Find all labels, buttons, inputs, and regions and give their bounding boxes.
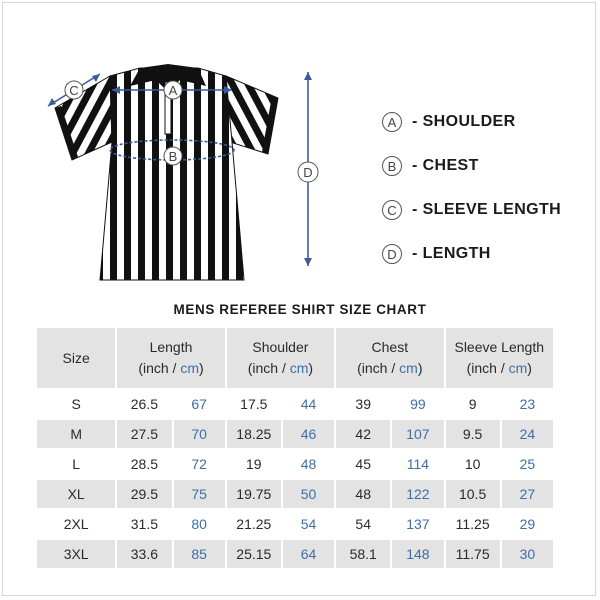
diagram-label-d: D: [303, 165, 313, 180]
table-row: [37, 450, 553, 478]
header-title: Shoulder: [252, 339, 309, 355]
cell-sleeve-cm: 23: [519, 396, 536, 412]
header-units-open: (inch /: [138, 360, 181, 376]
cell-shoulder-cm: 64: [283, 540, 334, 568]
cell-shoulder-inch: 25.15: [227, 540, 281, 568]
size-chart-title: MENS REFEREE SHIRT SIZE CHART: [173, 302, 427, 317]
header-units-close: ): [527, 360, 532, 376]
cell-sleeve-cm: 25: [519, 456, 536, 472]
legend-item-length: [382, 232, 592, 276]
shirt-body: [100, 68, 244, 280]
cell-chest-cm: 122: [392, 480, 443, 508]
cell-length-cm: 80: [191, 516, 207, 532]
header-size: Size: [37, 328, 115, 388]
cell-shoulder-cm: 50: [283, 480, 334, 508]
header-units: [227, 358, 334, 379]
legend-letter-b: B: [382, 156, 402, 176]
legend-label-chest: - CHEST: [412, 157, 479, 174]
cell-length-inch: 29.5: [117, 480, 171, 508]
cell-size: M: [37, 420, 115, 448]
cell-size: L: [72, 456, 81, 472]
diagram-label-a: A: [168, 83, 178, 98]
header-units: [336, 358, 443, 379]
referee-shirt-illustration: [40, 58, 340, 290]
legend-label-length: - LENGTH: [412, 245, 491, 262]
cell-sleeve-cm: 24: [502, 420, 553, 448]
cell-chest-cm: 99: [410, 396, 426, 412]
cell-chest-cm: 114: [406, 456, 430, 472]
header-title: Length: [149, 339, 193, 355]
cell-length-cm: 72: [191, 456, 207, 472]
header-units-close: ): [199, 360, 204, 376]
cell-length-inch: 33.6: [117, 540, 171, 568]
cell-chest-inch: 45: [355, 456, 371, 472]
cell-length-inch: 26.5: [130, 396, 159, 412]
cell-chest-inch: 58.1: [336, 540, 390, 568]
table-row: [37, 390, 553, 418]
cell-shoulder-cm: 46: [283, 420, 334, 448]
header-sleeve-length: [446, 328, 553, 388]
header-chest: [336, 328, 443, 388]
length-arrow: [298, 72, 318, 266]
header-units-open: (inch /: [247, 360, 290, 376]
header-title: Sleeve Length: [454, 339, 545, 355]
table-row: [37, 540, 553, 568]
cell-length-cm: 67: [191, 396, 207, 412]
table-row: [37, 420, 553, 448]
cell-shoulder-inch: 19: [246, 456, 262, 472]
table-row: [37, 510, 553, 538]
header-units-cm: cm: [289, 360, 309, 376]
header-units: [446, 358, 553, 379]
header-units: [117, 358, 224, 379]
header-units-cm: cm: [180, 360, 199, 376]
header-units-open: (inch /: [466, 360, 509, 376]
diagram-label-c: C: [69, 83, 79, 98]
legend-item-chest: [382, 144, 592, 188]
cell-shoulder-inch: 18.25: [227, 420, 281, 448]
cell-size: 3XL: [37, 540, 115, 568]
cell-shoulder-inch: 19.75: [227, 480, 281, 508]
header-units-close: ): [308, 360, 314, 376]
legend-letter-d: D: [382, 244, 402, 264]
cell-length-inch: 28.5: [130, 456, 159, 472]
cell-length-cm: 75: [174, 480, 225, 508]
cell-length-cm: 70: [174, 420, 225, 448]
cell-chest-inch: 39: [355, 396, 371, 412]
cell-sleeve-cm: 27: [502, 480, 553, 508]
cell-sleeve-inch: 10.5: [446, 480, 500, 508]
cell-shoulder-cm: 44: [300, 396, 317, 412]
header-shoulder: [227, 328, 334, 388]
cell-shoulder-inch: 21.25: [236, 516, 272, 532]
cell-chest-cm: 107: [392, 420, 443, 448]
cell-shoulder-cm: 54: [300, 516, 317, 532]
header-units-cm: cm: [508, 360, 528, 376]
header-units-close: ): [417, 360, 423, 376]
cell-shoulder-cm: 48: [300, 456, 317, 472]
cell-size: XL: [37, 480, 115, 508]
cell-length-inch: 27.5: [117, 420, 171, 448]
cell-sleeve-inch: 10: [464, 456, 481, 472]
diagram-label-b: B: [168, 149, 178, 164]
cell-sleeve-inch: 9.5: [446, 420, 500, 448]
legend-label-sleeve-length: - SLEEVE LENGTH: [412, 201, 562, 218]
legend-label-shoulder: - SHOULDER: [412, 113, 516, 130]
cell-sleeve-inch: 11.75: [446, 540, 500, 568]
legend-letter-a: A: [382, 112, 402, 132]
cell-sleeve-cm: 30: [502, 540, 553, 568]
cell-length-inch: 31.5: [130, 516, 159, 532]
measurement-legend: [382, 100, 592, 276]
table-row: [37, 480, 553, 508]
cell-chest-cm: 137: [406, 516, 430, 532]
header-units-cm: cm: [399, 360, 418, 376]
table-header-row: [37, 328, 553, 388]
header-units-open: (inch /: [357, 360, 400, 376]
cell-chest-inch: 42: [336, 420, 390, 448]
cell-chest-inch: 54: [355, 516, 371, 532]
header-title: Chest: [371, 339, 409, 355]
size-chart-table: [35, 326, 555, 570]
legend-letter-c: C: [382, 200, 402, 220]
header-length: [117, 328, 224, 388]
cell-chest-inch: 48: [336, 480, 390, 508]
cell-sleeve-inch: 9: [468, 396, 477, 412]
cell-sleeve-inch: 11.25: [455, 516, 490, 532]
cell-length-cm: 85: [174, 540, 225, 568]
cell-sleeve-cm: 29: [519, 516, 536, 532]
cell-size: S: [71, 396, 81, 412]
shirt-diagram: [40, 58, 340, 290]
cell-chest-cm: 148: [392, 540, 443, 568]
cell-shoulder-inch: 17.5: [240, 396, 268, 412]
legend-item-shoulder: [382, 100, 592, 144]
legend-item-sleeve-length: [382, 188, 592, 232]
cell-size: 2XL: [63, 516, 89, 532]
